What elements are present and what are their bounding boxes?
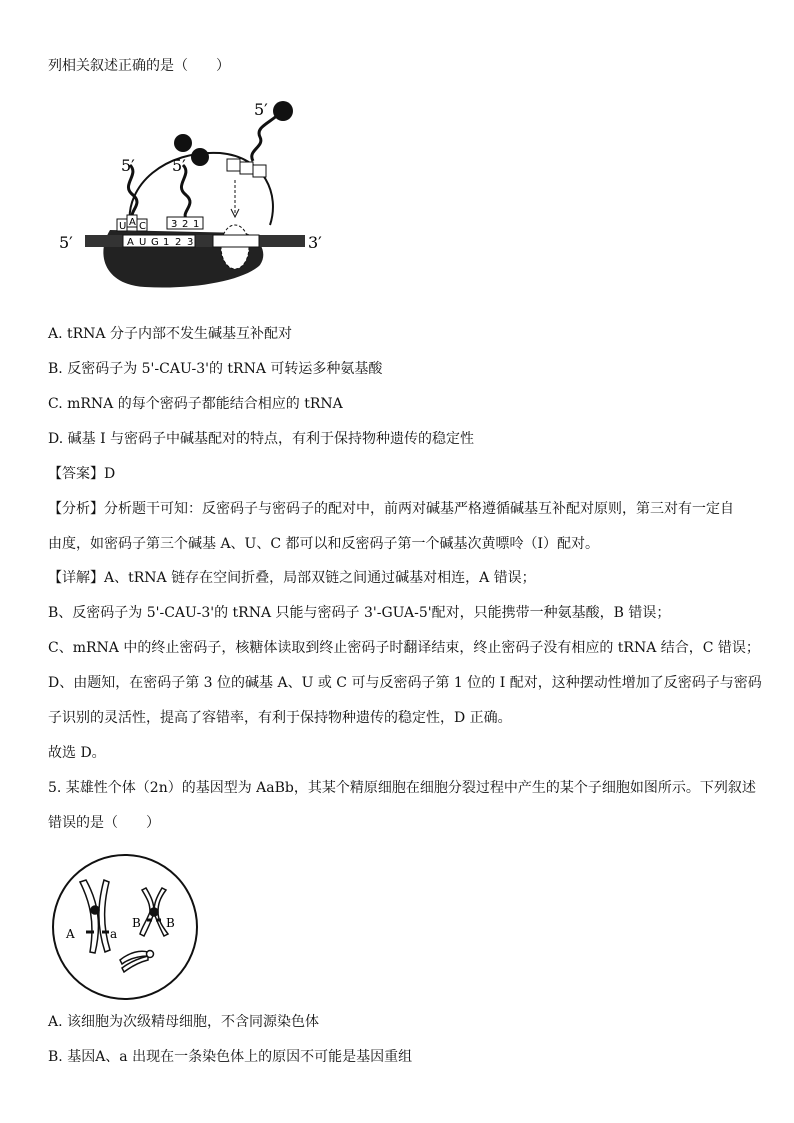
detail-line-1: 【详解】A、tRNA 链存在空间折叠，局部双链之间通过碱基对相连，A 错误； bbox=[48, 570, 536, 586]
q5-stem-line-1: 5. 某雄性个体（2n）的基因型为 AaBb，其某个精原细胞在细胞分裂过程中产生的某个子细胞如图所示。下列叙述 bbox=[48, 780, 756, 796]
trna2-5-label: 5′ bbox=[172, 156, 186, 175]
analysis-line-1: 【分析】分析题干可知：反密码子与密码子的配对中，前两对碱基严格遵循碱基互补配对原则，第三对有一定自 bbox=[48, 501, 734, 517]
cell-diagram bbox=[50, 852, 200, 1002]
codon-4: 2 bbox=[175, 237, 182, 248]
detail-line-4: D、由题知，在密码子第 3 位的碱基 A、U 或 C 可与反密码子第 1 位的 I 配对，这种摆动性增加了反密码子与密码 bbox=[48, 675, 762, 691]
detail-line-2: B、反密码子为 5'-CAU-3'的 tRNA 只能与密码子 3'-GUA-5'配对，只能携带一种氨基酸，B 错误； bbox=[48, 605, 671, 621]
q5-stem-line-2: 错误的是（ ） bbox=[48, 815, 160, 831]
codon-5: 3 bbox=[187, 237, 194, 248]
translation-diagram bbox=[55, 95, 335, 295]
amino-acid-1 bbox=[174, 134, 192, 152]
amino-acid-3 bbox=[273, 101, 293, 121]
q4-option-d: D. 碱基 I 与密码子中碱基配对的特点，有利于保持物种遗传的稳定性 bbox=[48, 431, 475, 447]
anticodon2-2: 1 bbox=[193, 219, 200, 230]
anticodon1-1: A bbox=[129, 217, 136, 228]
detail-line-6: 故选 D。 bbox=[48, 745, 106, 761]
q4-option-b: B. 反密码子为 5'-CAU-3'的 tRNA 可转运多种氨基酸 bbox=[48, 361, 383, 377]
trna1-5-label: 5′ bbox=[121, 156, 135, 175]
codon-3: 1 bbox=[163, 237, 170, 248]
q5-option-b: B. 基因A、a 出现在一条染色体上的原因不可能是基因重组 bbox=[48, 1049, 413, 1065]
gene-B-label-2: B bbox=[166, 916, 175, 930]
detail-line-5: 子识别的灵活性，提高了容错率，有利于保持物种遗传的稳定性，D 正确。 bbox=[48, 710, 512, 726]
amino-acid-2 bbox=[191, 148, 209, 166]
codon-2: G bbox=[151, 237, 159, 248]
anticodon1-0: U bbox=[119, 221, 127, 232]
gene-a-label: a bbox=[110, 927, 118, 941]
analysis-line-2: 由度，如密码子第三个碱基 A、U、C 都可以和反密码子第一个碱基次黄嘌呤（I）配对。 bbox=[48, 536, 600, 552]
question-stem-tail: 列相关叙述正确的是（ ） bbox=[48, 58, 230, 74]
gene-A-label: A bbox=[66, 927, 75, 941]
q4-option-c: C. mRNA 的每个密码子都能结合相应的 tRNA bbox=[48, 396, 343, 412]
anticodon1-2: C bbox=[139, 221, 146, 232]
anticodon2-0: 3 bbox=[171, 219, 178, 230]
gene-B-label-1: B bbox=[132, 916, 141, 930]
codon-1: U bbox=[139, 237, 147, 248]
q5-option-a: A. 该细胞为次级精母细胞，不含同源染色体 bbox=[48, 1014, 320, 1030]
mrna-3-label: 3′ bbox=[308, 233, 322, 252]
q4-option-a: A. tRNA 分子内部不发生碱基互补配对 bbox=[48, 326, 292, 342]
trna-3 bbox=[252, 113, 280, 161]
trna3-5-label: 5′ bbox=[254, 100, 268, 119]
codon-0: A bbox=[127, 237, 134, 248]
answer: 【答案】D bbox=[48, 466, 116, 482]
anticodon2-1: 2 bbox=[182, 219, 189, 230]
codon-boxes bbox=[123, 235, 259, 248]
mrna-5-label: 5′ bbox=[59, 233, 73, 252]
detail-line-3: C、mRNA 中的终止密码子，核糖体读取到终止密码子时翻译结束，终止密码子没有相应的 tRNA 结合，C 错误； bbox=[48, 640, 760, 656]
